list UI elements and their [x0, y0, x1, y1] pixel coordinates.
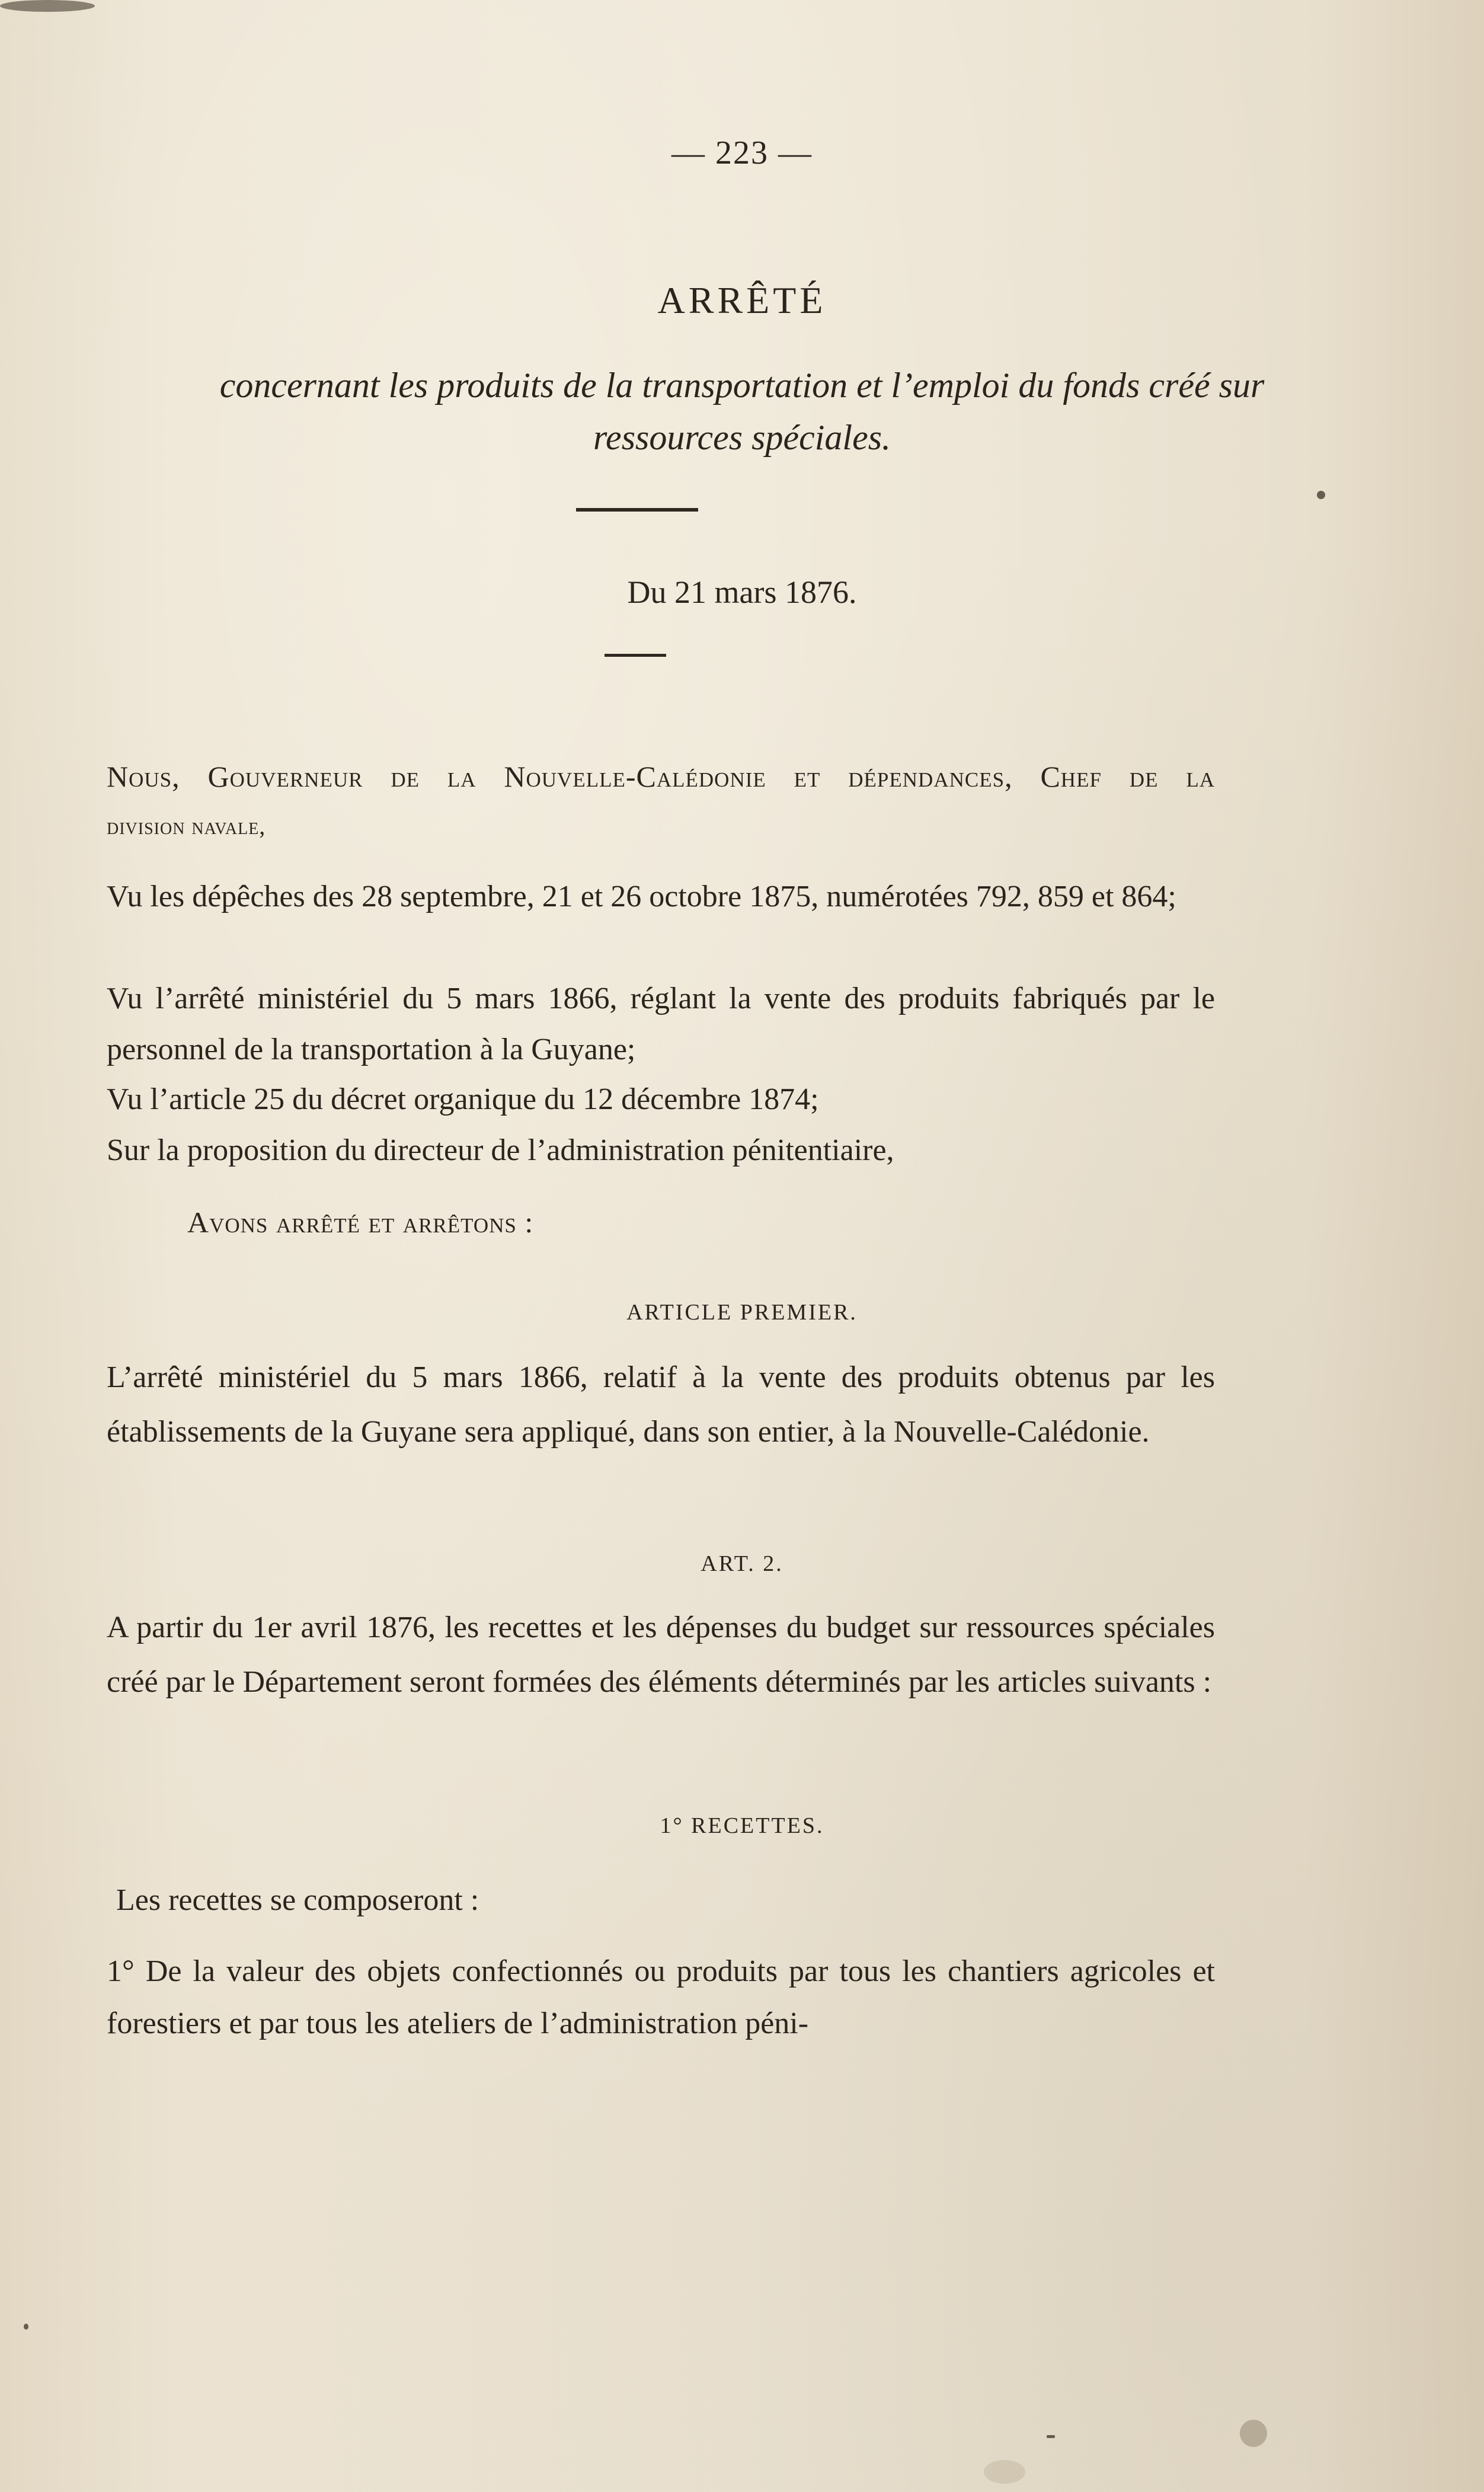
preamble-line-2: division navale, [107, 813, 266, 839]
art-2-text: A partir du 1er avril 1876, les recettes et les dépenses du budget sur ressources spéciales créé par le Département seront formées des éléments déterminés par les articles suivants : [107, 1611, 1215, 1699]
preamble-line-1: Nous, Gouverneur de la Nouvelle-Calédonie et dépendances, Chef de la [107, 760, 1215, 793]
separator-rule [605, 654, 666, 657]
recettes-item-1: 1° De la valeur des objets confectionnés ou produits par tous les chantiers agricoles et forestiers et par tous les ateliers de l’administration péni- [107, 1954, 1215, 2040]
article-premier-heading: ARTICLE PREMIER. [626, 1300, 858, 1325]
document-date: Du 21 mars 1876. [627, 574, 857, 610]
vu-paragraph-2: Vu l’arrêté ministériel du 5 mars 1866, réglant la vente des produits fabriqués par le personnel de la transportation à la Guyane; [107, 982, 1215, 1066]
avons-arrete: Avons arrêté et arrêtons : [187, 1206, 534, 1239]
separator-rule [576, 508, 698, 512]
subtitle-line-1: concernant les produits de la transportation et l’emploi du fonds créé sur [219, 366, 1265, 405]
document-subtitle [0, 359, 1484, 464]
article-premier-text: L’arrêté ministériel du 5 mars 1866, relatif à la vente des produits obtenus par les établissements de la Guyane sera appliqué, dans son entier, à la Nouvelle-Calédonie. [107, 1360, 1215, 1449]
subtitle-line-2: ressources spéciales. [593, 418, 891, 457]
vu-paragraph-3: Vu l’article 25 du décret organique du 12 décembre 1874; [107, 1082, 819, 1116]
recettes-intro: Les recettes se composeront : [116, 1883, 479, 1917]
preamble [107, 752, 1215, 851]
document-title: ARRÊTÉ [657, 279, 827, 321]
vu-paragraph-4: Sur la proposition du directeur de l’administration pénitentiaire, [107, 1133, 894, 1167]
vu-paragraph-1: Vu les dépêches des 28 septembre, 21 et 26 octobre 1875, numérotées 792, 859 et 864; [107, 880, 1176, 913]
page-number: — 223 — [671, 135, 813, 171]
recettes-heading: 1° RECETTES. [660, 1813, 824, 1838]
art-2-heading: ART. 2. [701, 1551, 783, 1576]
